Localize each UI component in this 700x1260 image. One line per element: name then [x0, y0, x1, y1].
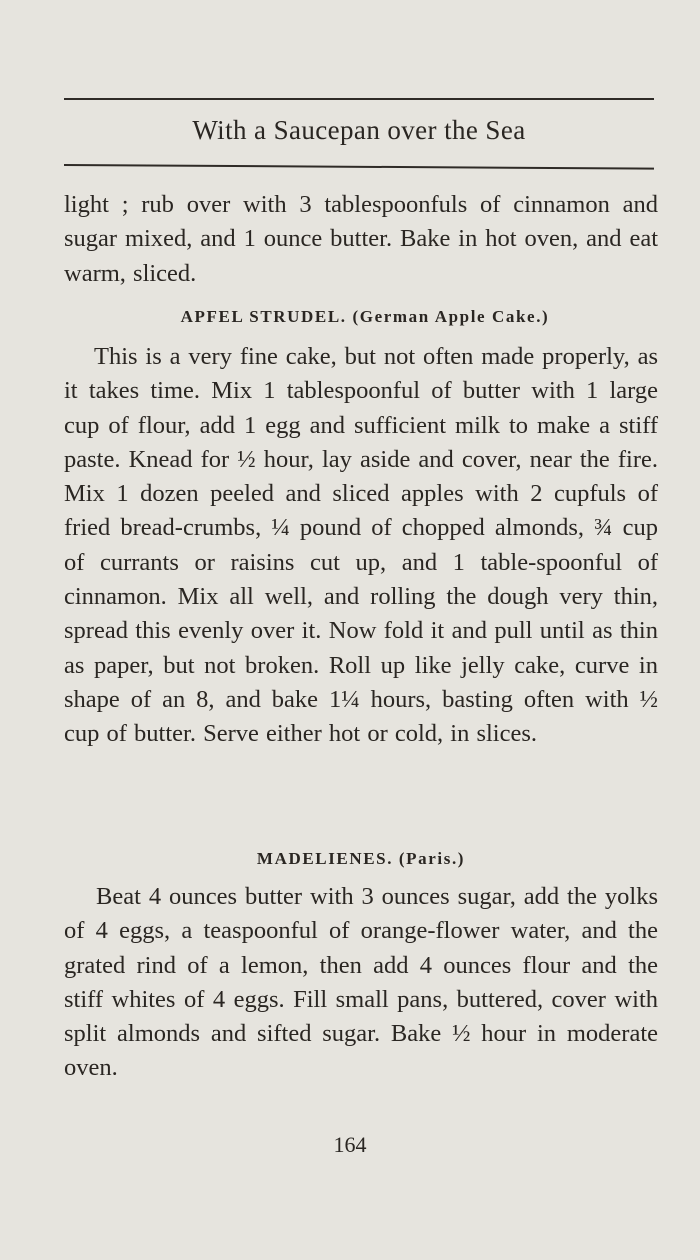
continued-paragraph: light ; rub over with 3 tablespoonfuls of cinnamon and sugar mixed, and 1 ounce butter. Bake in hot oven, and eat warm, sliced. — [64, 191, 658, 287]
recipe-body-apfel-strudel: This is a very fine cake, but not often made properly, as it takes time. Mix 1 tablespoonful of butter with 1 large cup of flour, add 1 egg and sufficient milk to make a stiff paste. Knead for ½ hour, lay aside and cover, near the fire. Mix 1 dozen peeled and sliced apples with 2 cupfuls of fried bread-crumbs, ¼ pound of chopped almonds, ¾ cup of currants or raisins cut up, and 1 table-spoonful of cinnamon. Mix all well, and rolling the dough very thin, spread this evenly over it. Now fold it and pull until as thin as paper, but not broken. Roll up like jelly cake, curve in shape of an 8, and bake 1¼ hours, basting often with ½ cup of butter. Serve either hot or cold, in slices. — [64, 343, 658, 748]
recipe-heading-apfel-strudel: APFEL STRUDEL. (German Apple Cake.) — [180, 307, 550, 326]
recipe-heading-madelienes: MADELIENES. (Paris.) — [256, 849, 466, 868]
recipe-body-madelienes: Beat 4 ounces butter with 3 ounces sugar, add the yolks of 4 eggs, a teaspoonful of orange-flower water, and the grated rind of a lemon, then add 4 ounces flour and the stiff whites of 4 eggs. Fill small pans, buttered, cover with split almonds and sifted sugar. Bake ½ hour in moderate oven. — [64, 883, 658, 1082]
page-number: 164 — [333, 1132, 367, 1157]
running-head: With a Saucepan over the Sea — [192, 115, 526, 145]
header-bottom-rule — [64, 164, 654, 170]
header-top-rule — [64, 98, 654, 100]
